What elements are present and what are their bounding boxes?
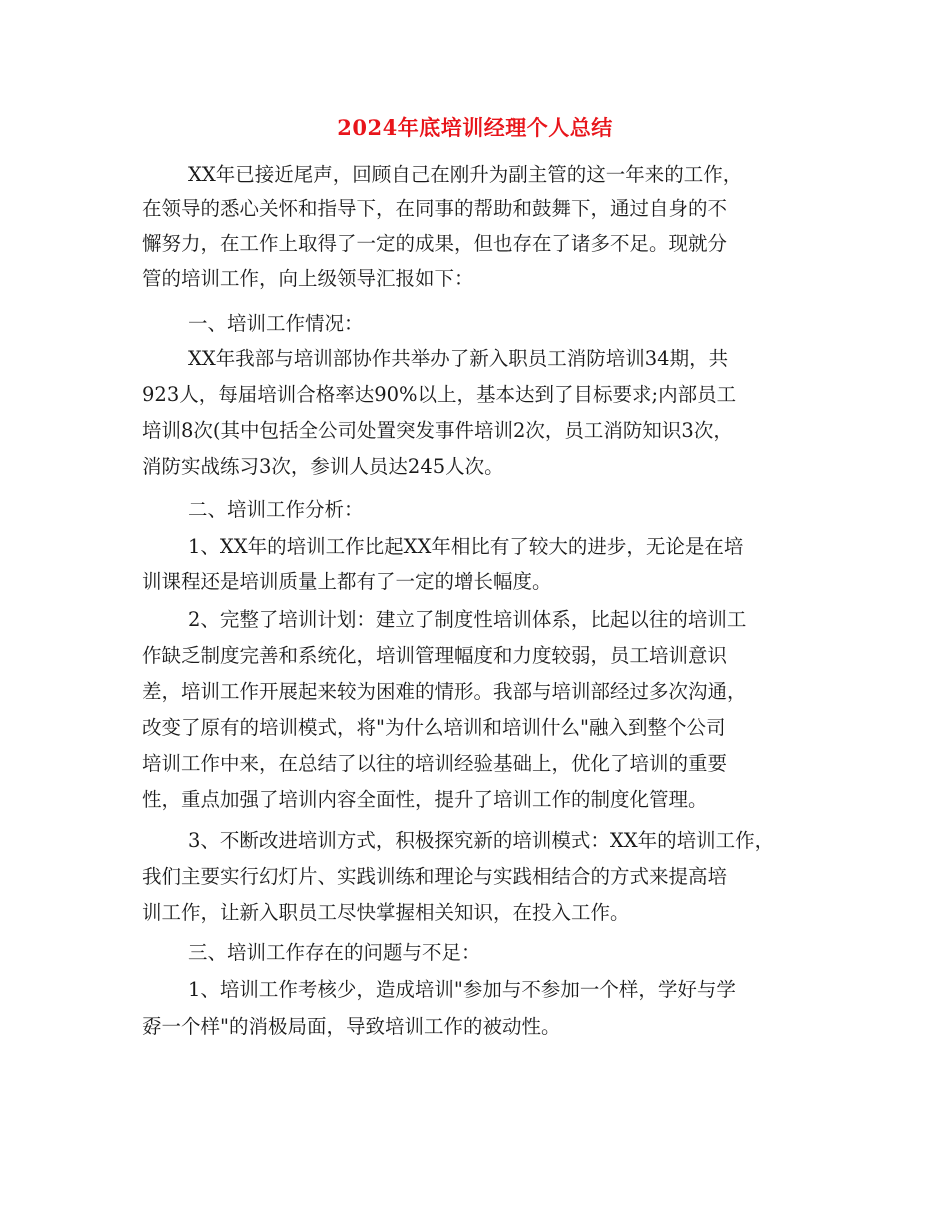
text-line: XX年已接近尾声，回顾自己在刚升为副主管的这一年来的工作，: [188, 163, 743, 186]
text-line: 孬一个样"的消极局面，导致培训工作的被动性。: [142, 1015, 561, 1038]
text-line: 改变了原有的培训模式，将"为什么培训和培训什么"融入到整个公司: [142, 716, 726, 739]
text-line: 923人，每届培训合格率达90%以上，基本达到了目标要求;内部员工: [142, 383, 737, 406]
text-line: 1、培训工作考核少，造成培训"参加与不参加一个样，学好与学: [188, 978, 736, 1001]
section-heading: 一、培训工作情况：: [188, 312, 364, 335]
section-heading: 三、培训工作存在的问题与不足：: [188, 941, 481, 964]
text-line: 懈努力，在工作上取得了一定的成果，但也存在了诸多不足。现就分: [142, 232, 728, 255]
text-line: 消防实战练习3次，参训人员达245人次。: [142, 455, 504, 478]
text-line: 3、不断改进培训方式，积极探究新的培训模式：XX年的培训工作，: [188, 829, 775, 852]
text-line: 我们主要实行幻灯片、实践训练和理论与实践相结合的方式来提高培: [142, 865, 728, 888]
section-heading: 二、培训工作分析：: [188, 498, 364, 521]
text-line: XX年我部与培训部协作共举办了新入职员工消防培训34期，共: [188, 347, 729, 370]
text-line: 1、XX年的培训工作比起XX年相比有了较大的进步，无论是在培: [188, 535, 744, 558]
text-line: 性，重点加强了培训内容全面性，提升了培训工作的制度化管理。: [142, 788, 708, 811]
text-line: 培训8次(其中包括全公司处置突发事件培训2次，员工消防知识3次，: [142, 419, 733, 442]
text-line: 2、完整了培训计划：建立了制度性培训体系，比起以往的培训工: [188, 608, 747, 631]
text-line: 在领导的悉心关怀和指导下，在同事的帮助和鼓舞下，通过自身的不: [142, 197, 728, 220]
text-line: 差，培训工作开展起来较为困难的情形。我部与培训部经过多次沟通，: [142, 680, 747, 703]
text-line: 培训工作中来，在总结了以往的培训经验基础上，优化了培训的重要: [142, 752, 728, 775]
text-line: 作缺乏制度完善和系统化，培训管理幅度和力度较弱，员工培训意识: [142, 644, 728, 667]
text-line: 训工作，让新入职员工尽快掌握相关知识，在投入工作。: [142, 901, 630, 924]
text-line: 管的培训工作，向上级领导汇报如下：: [142, 267, 474, 290]
document-title: 2024年底培训经理个人总结: [337, 115, 613, 140]
text-line: 训课程还是培训质量上都有了一定的增长幅度。: [142, 570, 552, 593]
